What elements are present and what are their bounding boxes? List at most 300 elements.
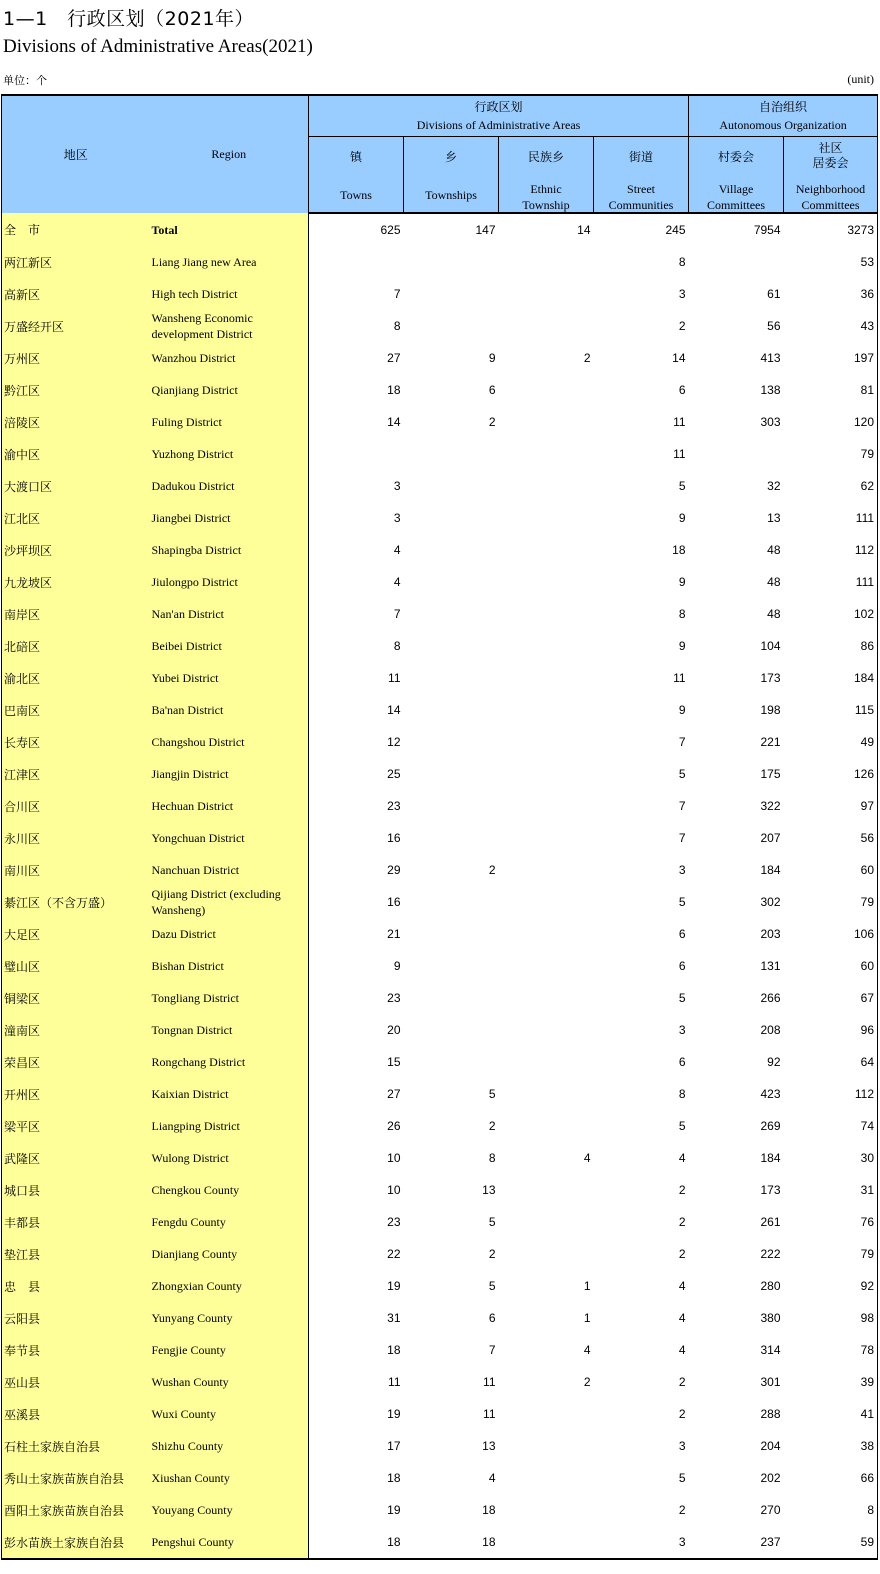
townships-cell: 13 — [482, 1183, 496, 1197]
towns-cell: 15 — [387, 1055, 401, 1069]
towns-cell: 29 — [387, 863, 401, 877]
region-name-english: Jiangjin District — [150, 758, 309, 790]
street-communities-cell: 9 — [678, 575, 686, 589]
region-name-chinese: 石柱土家族自治县 — [2, 1430, 150, 1462]
ethnic-township-cell — [499, 822, 594, 854]
region-name-chinese: 九龙坡区 — [2, 566, 150, 598]
table-row — [2, 726, 878, 758]
region-name-english: Shizhu County — [150, 1430, 309, 1462]
street-communities-cell: 9 — [678, 639, 686, 653]
ethnic-township-cell: 1 — [583, 1311, 591, 1325]
village-committees-cell: 203 — [760, 927, 781, 941]
townships-cell — [404, 278, 499, 310]
village-committees-cell: 261 — [760, 1215, 781, 1229]
village-committees-cell: 131 — [760, 959, 781, 973]
neighborhood-committees-cell: 78 — [784, 1334, 878, 1366]
street-communities-cell: 2 — [678, 1503, 686, 1517]
townships-cell: 6 — [488, 1311, 496, 1325]
neighborhood-committees-cell: 41 — [784, 1398, 878, 1430]
street-communities-cell: 3 — [678, 287, 686, 301]
towns-cell: 16 — [387, 831, 401, 845]
ethnic-township-cell — [499, 886, 594, 918]
ethnic-township-cell — [499, 566, 594, 598]
neighborhood-committees-header: 社区 居委会 Neighborhood Committees — [784, 137, 878, 214]
village-committees-cell: 413 — [760, 351, 781, 365]
region-name-chinese: 渝北区 — [2, 662, 150, 694]
neighborhood-committees-cell: 30 — [784, 1142, 878, 1174]
table-row — [2, 1398, 878, 1430]
ethnic-township-cell — [499, 918, 594, 950]
townships-cell — [404, 822, 499, 854]
townships-cell: 18 — [482, 1503, 496, 1517]
village-committees-cell: 221 — [760, 735, 781, 749]
towns-cell: 18 — [387, 1471, 401, 1485]
village-committees-cell: 198 — [760, 703, 781, 717]
neighborhood-committees-cell: 86 — [784, 630, 878, 662]
ethnic-township-cell — [499, 950, 594, 982]
village-committees-cell: 222 — [760, 1247, 781, 1261]
neighborhood-committees-cell: 111 — [784, 566, 878, 598]
towns-header: 镇 Towns — [309, 137, 404, 214]
table-row — [2, 310, 878, 342]
table-row — [2, 534, 878, 566]
neighborhood-committees-cell: 66 — [784, 1462, 878, 1494]
village-committees-cell: 92 — [767, 1055, 781, 1069]
neighborhood-committees-cell: 67 — [784, 982, 878, 1014]
ethnic-township-cell — [499, 374, 594, 406]
ethnic-township-cell: 1 — [583, 1279, 591, 1293]
towns-cell: 19 — [387, 1503, 401, 1517]
village-committees-cell: 32 — [767, 479, 781, 493]
table-row — [2, 1366, 878, 1398]
table-row — [2, 822, 878, 854]
table-row — [2, 438, 878, 470]
village-committees-cell: 13 — [767, 511, 781, 525]
table-row — [2, 886, 878, 918]
townships-cell — [404, 534, 499, 566]
ethnic-township-cell — [499, 246, 594, 278]
region-name-english: Dazu District — [150, 918, 309, 950]
towns-cell: 18 — [387, 383, 401, 397]
street-communities-cell: 4 — [678, 1279, 686, 1293]
region-name-english: Changshou District — [150, 726, 309, 758]
street-communities-cell: 14 — [672, 351, 686, 365]
table-title-english: Divisions of Administrative Areas(2021) — [3, 36, 313, 57]
ethnic-township-cell — [499, 1174, 594, 1206]
region-name-english: Fuling District — [150, 406, 309, 438]
table-row — [2, 854, 878, 886]
table-row — [2, 758, 878, 790]
table-header — [2, 95, 878, 213]
divisions-table — [1, 94, 878, 1560]
townships-cell: 2 — [488, 863, 496, 877]
townships-cell — [404, 502, 499, 534]
neighborhood-committees-cell: 59 — [784, 1526, 878, 1559]
table-row — [2, 1494, 878, 1526]
table-row — [2, 1078, 878, 1110]
townships-cell: 2 — [488, 1247, 496, 1261]
ethnic-township-cell — [499, 1046, 594, 1078]
region-name-english: Total — [150, 213, 309, 246]
region-name-english: Wansheng Economic development District — [150, 310, 309, 342]
administrative-divisions-header: 行政区划 Divisions of Administrative Areas — [309, 95, 689, 137]
table-row — [2, 982, 878, 1014]
village-committees-cell: 48 — [767, 543, 781, 557]
region-name-english: Tongnan District — [150, 1014, 309, 1046]
region-name-english: Shapingba District — [150, 534, 309, 566]
street-communities-cell: 6 — [678, 383, 686, 397]
towns-cell: 9 — [393, 959, 401, 973]
street-communities-cell: 7 — [678, 799, 686, 813]
region-name-chinese: 彭水苗族土家族自治县 — [2, 1526, 150, 1559]
street-communities-cell: 4 — [678, 1151, 686, 1165]
towns-cell: 19 — [387, 1407, 401, 1421]
table-title-chinese: 1—1 行政区划（2021年） — [3, 8, 255, 30]
table-row — [2, 950, 878, 982]
townships-cell: 5 — [488, 1087, 496, 1101]
neighborhood-committees-cell: 60 — [784, 854, 878, 886]
village-committees-cell: 48 — [767, 575, 781, 589]
towns-cell: 8 — [393, 639, 401, 653]
street-communities-cell: 2 — [678, 1215, 686, 1229]
region-name-english: Chengkou County — [150, 1174, 309, 1206]
village-committees-cell: 208 — [760, 1023, 781, 1037]
region-name-chinese: 云阳县 — [2, 1302, 150, 1334]
neighborhood-committees-cell: 98 — [784, 1302, 878, 1334]
region-name-english: Qianjiang District — [150, 374, 309, 406]
region-name-chinese: 大足区 — [2, 918, 150, 950]
townships-cell — [404, 918, 499, 950]
table-row — [2, 1302, 878, 1334]
ethnic-township-cell — [499, 1014, 594, 1046]
towns-cell: 7 — [393, 607, 401, 621]
ethnic-township-cell — [499, 1494, 594, 1526]
ethnic-township-cell — [499, 662, 594, 694]
village-committees-cell: 270 — [760, 1503, 781, 1517]
region-name-chinese: 垫江县 — [2, 1238, 150, 1270]
townships-cell: 5 — [488, 1215, 496, 1229]
street-communities-cell: 4 — [678, 1343, 686, 1357]
village-committees-cell: 380 — [760, 1311, 781, 1325]
table-row — [2, 1174, 878, 1206]
townships-cell — [404, 1046, 499, 1078]
region-name-english: Yuzhong District — [150, 438, 309, 470]
townships-header: 乡 Townships — [404, 137, 499, 214]
street-communities-cell: 6 — [678, 959, 686, 973]
table-row — [2, 246, 878, 278]
region-name-english: High tech District — [150, 278, 309, 310]
village-committees-cell — [689, 438, 784, 470]
table-row — [2, 694, 878, 726]
region-name-chinese: 江津区 — [2, 758, 150, 790]
towns-cell: 11 — [388, 1375, 401, 1389]
street-communities-cell: 245 — [665, 223, 686, 237]
neighborhood-committees-cell: 96 — [784, 1014, 878, 1046]
region-name-chinese: 綦江区（不含万盛） — [2, 886, 150, 918]
village-committees-cell: 204 — [760, 1439, 781, 1453]
towns-cell: 14 — [387, 415, 401, 429]
table-row — [2, 470, 878, 502]
region-name-english: Yubei District — [150, 662, 309, 694]
towns-cell: 4 — [393, 575, 401, 589]
village-committees-cell: 48 — [767, 607, 781, 621]
neighborhood-committees-cell: 43 — [784, 310, 878, 342]
ethnic-township-cell — [499, 854, 594, 886]
region-name-chinese: 全 市 — [2, 213, 150, 246]
street-communities-cell: 5 — [678, 1119, 686, 1133]
table-row — [2, 918, 878, 950]
table-row — [2, 406, 878, 438]
towns-cell: 25 — [387, 767, 401, 781]
street-communities-cell: 11 — [673, 447, 686, 461]
ethnic-township-cell — [499, 630, 594, 662]
village-committees-cell: 302 — [760, 895, 781, 909]
table-row — [2, 1238, 878, 1270]
street-communities-cell: 5 — [678, 767, 686, 781]
neighborhood-committees-cell: 53 — [784, 246, 878, 278]
region-name-english: Yunyang County — [150, 1302, 309, 1334]
street-communities-cell: 3 — [678, 1439, 686, 1453]
region-name-english: Jiangbei District — [150, 502, 309, 534]
neighborhood-committees-cell: 79 — [784, 1238, 878, 1270]
street-communities-cell: 2 — [678, 1375, 686, 1389]
region-name-english: Liang Jiang new Area — [150, 246, 309, 278]
region-name-chinese: 荣昌区 — [2, 1046, 150, 1078]
region-name-english: Rongchang District — [150, 1046, 309, 1078]
region-name-chinese: 涪陵区 — [2, 406, 150, 438]
street-communities-cell: 4 — [678, 1311, 686, 1325]
village-committees-cell: 173 — [760, 1183, 781, 1197]
region-name-chinese: 万盛经开区 — [2, 310, 150, 342]
region-name-english: Dadukou District — [150, 470, 309, 502]
ethnic-township-cell — [499, 694, 594, 726]
region-name-chinese: 江北区 — [2, 502, 150, 534]
neighborhood-committees-cell: 39 — [784, 1366, 878, 1398]
townships-cell — [404, 694, 499, 726]
towns-cell: 625 — [380, 223, 401, 237]
region-name-chinese: 丰都县 — [2, 1206, 150, 1238]
towns-cell: 10 — [387, 1151, 401, 1165]
region-name-chinese: 梁平区 — [2, 1110, 150, 1142]
table-row — [2, 1110, 878, 1142]
ethnic-township-cell — [499, 470, 594, 502]
neighborhood-committees-cell: 49 — [784, 726, 878, 758]
region-name-chinese: 开州区 — [2, 1078, 150, 1110]
ethnic-township-cell — [499, 502, 594, 534]
region-name-english: Liangping District — [150, 1110, 309, 1142]
region-name-chinese: 酉阳土家族苗族自治县 — [2, 1494, 150, 1526]
ethnic-township-cell — [499, 1526, 594, 1559]
table-row — [2, 374, 878, 406]
towns-cell: 21 — [387, 927, 401, 941]
region-name-chinese: 渝中区 — [2, 438, 150, 470]
street-communities-cell: 2 — [678, 319, 686, 333]
neighborhood-committees-cell: 120 — [784, 406, 878, 438]
ethnic-township-cell — [499, 758, 594, 790]
ethnic-township-cell: 2 — [583, 351, 591, 365]
table-row — [2, 566, 878, 598]
street-communities-cell: 8 — [678, 1087, 686, 1101]
towns-cell: 18 — [387, 1343, 401, 1357]
street-communities-cell: 18 — [672, 543, 686, 557]
neighborhood-committees-cell: 74 — [784, 1110, 878, 1142]
townships-cell — [404, 982, 499, 1014]
region-name-english: Wuxi County — [150, 1398, 309, 1430]
region-name-english: Pengshui County — [150, 1526, 309, 1559]
townships-cell — [404, 310, 499, 342]
townships-cell — [404, 726, 499, 758]
table-row — [2, 1206, 878, 1238]
ethnic-township-cell — [499, 1462, 594, 1494]
unit-label-english: (unit) — [847, 72, 874, 86]
neighborhood-committees-cell: 126 — [784, 758, 878, 790]
region-name-chinese: 两江新区 — [2, 246, 150, 278]
street-communities-cell: 6 — [678, 927, 686, 941]
townships-cell: 11 — [483, 1375, 496, 1389]
table-row — [2, 1046, 878, 1078]
region-name-chinese: 合川区 — [2, 790, 150, 822]
region-name-english: Jiulongpo District — [150, 566, 309, 598]
region-name-english: Bishan District — [150, 950, 309, 982]
village-committees-cell: 184 — [760, 1151, 781, 1165]
neighborhood-committees-cell: 79 — [784, 886, 878, 918]
neighborhood-committees-cell: 102 — [784, 598, 878, 630]
towns-cell: 17 — [387, 1439, 401, 1453]
region-en-header: Region — [150, 95, 309, 213]
village-committees-cell: 423 — [760, 1087, 781, 1101]
ethnic-township-cell — [499, 438, 594, 470]
towns-cell: 11 — [388, 671, 401, 685]
neighborhood-committees-cell: 38 — [784, 1430, 878, 1462]
region-name-chinese: 高新区 — [2, 278, 150, 310]
village-committees-cell: 280 — [760, 1279, 781, 1293]
towns-cell: 23 — [387, 799, 401, 813]
table-row — [2, 1462, 878, 1494]
region-name-chinese: 巴南区 — [2, 694, 150, 726]
ethnic-township-header: 民族乡 Ethnic Township — [499, 137, 594, 214]
neighborhood-committees-cell: 112 — [784, 534, 878, 566]
neighborhood-committees-cell: 8 — [784, 1494, 878, 1526]
ethnic-township-cell — [499, 790, 594, 822]
towns-cell: 20 — [387, 1023, 401, 1037]
village-committees-cell: 61 — [767, 287, 781, 301]
neighborhood-committees-cell: 79 — [784, 438, 878, 470]
village-committees-cell: 237 — [689, 1526, 784, 1559]
region-name-chinese: 大渡口区 — [2, 470, 150, 502]
village-committees-cell: 288 — [760, 1407, 781, 1421]
ethnic-township-cell: 4 — [583, 1151, 591, 1165]
neighborhood-committees-cell: 31 — [784, 1174, 878, 1206]
street-communities-cell: 8 — [678, 607, 686, 621]
neighborhood-committees-cell: 92 — [784, 1270, 878, 1302]
village-committees-cell: 175 — [760, 767, 781, 781]
ethnic-township-cell — [499, 1430, 594, 1462]
street-communities-cell: 11 — [673, 415, 686, 429]
townships-cell — [404, 950, 499, 982]
village-committees-cell: 314 — [760, 1343, 781, 1357]
table-row — [2, 630, 878, 662]
towns-cell — [309, 438, 404, 470]
ethnic-township-cell: 14 — [577, 223, 591, 237]
ethnic-township-cell — [499, 1398, 594, 1430]
region-name-english: Fengjie County — [150, 1334, 309, 1366]
region-name-chinese: 城口县 — [2, 1174, 150, 1206]
ethnic-township-cell — [499, 278, 594, 310]
street-communities-cell: 2 — [678, 1247, 686, 1261]
neighborhood-committees-cell: 56 — [784, 822, 878, 854]
ethnic-township-cell — [499, 534, 594, 566]
region-name-english: Tongliang District — [150, 982, 309, 1014]
region-name-english: Zhongxian County — [150, 1270, 309, 1302]
townships-cell: 4 — [488, 1471, 496, 1485]
neighborhood-committees-cell: 115 — [784, 694, 878, 726]
townships-cell — [404, 566, 499, 598]
neighborhood-committees-cell: 60 — [784, 950, 878, 982]
street-communities-cell: 5 — [678, 895, 686, 909]
region-name-english: Qijiang District (excluding Wansheng) — [150, 886, 309, 918]
region-name-chinese: 巫山县 — [2, 1366, 150, 1398]
townships-cell: 6 — [488, 383, 496, 397]
table-row — [2, 278, 878, 310]
street-communities-cell: 7 — [678, 831, 686, 845]
neighborhood-committees-cell: 3273 — [784, 213, 878, 246]
table-row — [2, 1014, 878, 1046]
table-row — [2, 598, 878, 630]
towns-cell: 3 — [393, 479, 401, 493]
village-committees-cell: 303 — [760, 415, 781, 429]
region-name-chinese: 长寿区 — [2, 726, 150, 758]
region-name-chinese: 永川区 — [2, 822, 150, 854]
ethnic-township-cell — [499, 726, 594, 758]
region-name-english: Kaixian District — [150, 1078, 309, 1110]
ethnic-township-cell — [499, 982, 594, 1014]
region-name-chinese: 铜梁区 — [2, 982, 150, 1014]
street-communities-cell: 9 — [678, 511, 686, 525]
ethnic-township-cell — [499, 310, 594, 342]
street-communities-cell: 7 — [678, 735, 686, 749]
towns-cell: 26 — [387, 1119, 401, 1133]
towns-cell: 3 — [393, 511, 401, 525]
village-committees-cell: 138 — [760, 383, 781, 397]
village-committees-cell: 202 — [760, 1471, 781, 1485]
townships-cell: 11 — [483, 1407, 496, 1421]
region-cn-header: 地区 — [2, 95, 150, 213]
region-name-chinese: 北碚区 — [2, 630, 150, 662]
ethnic-township-cell — [499, 406, 594, 438]
towns-cell: 10 — [387, 1183, 401, 1197]
village-committees-cell: 266 — [760, 991, 781, 1005]
townships-cell: 13 — [482, 1439, 496, 1453]
street-communities-cell: 5 — [678, 991, 686, 1005]
autonomous-organization-header: 自治组织 Autonomous Organization — [689, 95, 878, 137]
ethnic-township-cell — [499, 1110, 594, 1142]
neighborhood-committees-cell: 184 — [784, 662, 878, 694]
table-row — [2, 502, 878, 534]
townships-cell — [404, 662, 499, 694]
ethnic-township-cell: 2 — [583, 1375, 591, 1389]
neighborhood-committees-cell: 62 — [784, 470, 878, 502]
ethnic-township-cell — [499, 1078, 594, 1110]
village-committees-cell: 184 — [760, 863, 781, 877]
region-name-chinese: 南川区 — [2, 854, 150, 886]
region-name-chinese: 奉节县 — [2, 1334, 150, 1366]
region-name-chinese: 秀山土家族苗族自治县 — [2, 1462, 150, 1494]
towns-cell: 23 — [387, 1215, 401, 1229]
village-committees-cell: 56 — [767, 319, 781, 333]
street-communities-cell: 2 — [678, 1183, 686, 1197]
towns-cell: 18 — [309, 1526, 404, 1559]
ethnic-township-cell — [499, 1206, 594, 1238]
